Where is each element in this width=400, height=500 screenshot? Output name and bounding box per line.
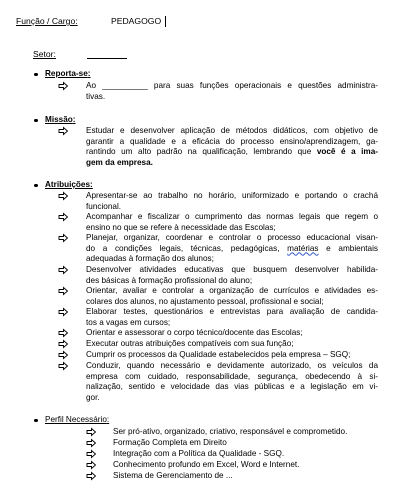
section-title-missao — [45, 115, 76, 126]
list-item-text — [113, 471, 383, 482]
text-line: colares dos alunos, no ajustamento pessoal, profissional e social; — [86, 296, 324, 306]
text-line: rantindo um alto padrão na qualificação, lembrando que você é a ima- — [86, 147, 378, 157]
text-line — [86, 158, 378, 169]
arrow-right-icon — [86, 438, 97, 448]
funcao-label-text: Função / Cargo — [16, 16, 76, 26]
section-title-perfil-text: Perfil Necessário — [45, 415, 107, 424]
list-item-text — [86, 286, 378, 307]
text-line: Formação Completa em Direito — [113, 438, 227, 447]
list-item-text — [86, 339, 378, 350]
arrow-right-icon — [86, 449, 97, 459]
emphasis-text: você é a ima- — [316, 147, 378, 157]
section-title-atribuicoes: Atribuições: — [45, 180, 93, 189]
arrow-right-icon — [86, 471, 97, 481]
funcao-value[interactable]: PEDAGOGO — [111, 16, 162, 26]
list-item-text — [86, 350, 378, 361]
setor-row — [33, 49, 153, 61]
text-cursor — [165, 16, 166, 27]
arrow-right-icon — [58, 361, 69, 371]
arrow-right-icon — [86, 460, 97, 470]
text-line: empresa com cuidado, responsabilidade, segurança, obedecendo à si- — [86, 371, 378, 381]
list-item-text — [113, 449, 383, 460]
arrow-right-icon — [58, 126, 69, 136]
text-line: adequadas à formação dos alunos; — [86, 254, 214, 264]
list-item-text — [86, 265, 378, 286]
text-line: tivas. — [86, 91, 106, 101]
emphasis-text: gem da empresa. — [86, 157, 153, 167]
text-line: Sistema de Gerenciamento de ... — [113, 471, 233, 480]
list-item-text — [86, 191, 378, 212]
list-item-text — [86, 233, 378, 265]
list-item-text — [86, 81, 378, 102]
text-line: Orientar e assessorar o corpo técnico/docente das Escolas; — [86, 328, 303, 337]
text-line: Desenvolver atividades educativas que busquem desenvolver habilida- — [86, 265, 378, 274]
arrow-right-icon — [58, 350, 69, 360]
text-line: Cumprir os processos da Qualidade estabelecidos pela empresa – SGQ; — [86, 350, 351, 359]
section-title-perfil — [45, 415, 109, 426]
section-colon: : — [87, 69, 91, 78]
text-line: Planejar, organizar, coordenar e controlar o processo educacional visan- — [86, 233, 378, 242]
list-item-text — [113, 427, 383, 438]
arrow-right-icon — [58, 307, 69, 317]
text-line: Acompanhar e fiscalizar o cumprimento das normas legais que regem o — [86, 212, 378, 221]
text-line: Conduzir, quando necessário e devidamente autorizado, os veículos da — [86, 361, 378, 370]
text-line: Ser pró-ativo, organizado, criativo, responsável e comprometido. — [113, 427, 348, 436]
arrow-right-icon — [86, 427, 97, 437]
arrow-right-icon — [58, 328, 69, 338]
section-title-reporta-text: Reporta-se — [45, 69, 88, 78]
funcao-colon: : — [75, 16, 78, 26]
text-line: Elaborar testes, questionários e entrevistas para avaliação de candida- — [86, 307, 378, 316]
list-item-text — [86, 126, 378, 168]
text-line: Ao __________ para suas funções operacionais e questões administra- — [86, 81, 378, 90]
arrow-right-icon — [58, 265, 69, 275]
arrow-right-icon — [58, 81, 69, 91]
text-line: Estudar e desenvolver aplicação de métodos didáticos, com objetivo de — [86, 126, 378, 135]
list-item-text — [113, 438, 383, 449]
arrow-right-icon — [58, 191, 69, 201]
list-item-text — [86, 361, 378, 403]
text-line: Executar outras atribuições compatíveis com sua função; — [86, 339, 294, 348]
text-line: do a condições legais, técnicas, pedagógicas, matérias e ambientais — [86, 243, 378, 253]
text-line: funcional. — [86, 201, 122, 211]
text-line: tos a vagas em cursos; — [86, 317, 171, 327]
text-line: Orientar, avaliar e controlar a organização de currículos e atividades es- — [86, 286, 378, 295]
setor-colon: : — [53, 49, 56, 59]
text-line: ensino no que se refere à necessidade das Escolas; — [86, 222, 276, 232]
setor-label-text: Setor — [33, 49, 54, 59]
text-line: Integração com a Política da Qualidade - SGQ. — [113, 449, 285, 458]
arrow-right-icon — [58, 339, 69, 349]
funcao-label — [16, 16, 78, 27]
spellcheck-word[interactable]: matérias — [287, 243, 319, 253]
list-item-text — [86, 307, 378, 328]
text-line: nalização, sentido e velocidade das vias públicas e a legislação em vi- — [86, 382, 378, 392]
text-line: Apresentar-se ao trabalho no horário, uniformizado e portando o crachá — [86, 191, 378, 200]
section-title-reporta — [45, 69, 91, 80]
arrow-right-icon — [58, 286, 69, 296]
text-line: gor. — [86, 392, 100, 402]
section-colon: : — [72, 115, 76, 124]
setor-label — [33, 49, 56, 60]
text-line: Conhecimento profundo em Excel, Word e Internet. — [113, 460, 300, 469]
list-item-text — [113, 460, 383, 471]
list-item-text — [86, 328, 378, 339]
setor-blank-line — [87, 58, 127, 59]
arrow-right-icon — [58, 233, 69, 243]
list-item-text — [86, 212, 378, 233]
text-line: garantir a qualidade e a eficácia do processo ensino/aprendizagem, ga- — [86, 136, 378, 146]
text-line: des básicas à formação profissional do aluno; — [86, 275, 253, 285]
arrow-right-icon — [58, 212, 69, 222]
section-colon: : — [106, 415, 110, 424]
section-title-missao-text: Missão — [45, 115, 73, 124]
